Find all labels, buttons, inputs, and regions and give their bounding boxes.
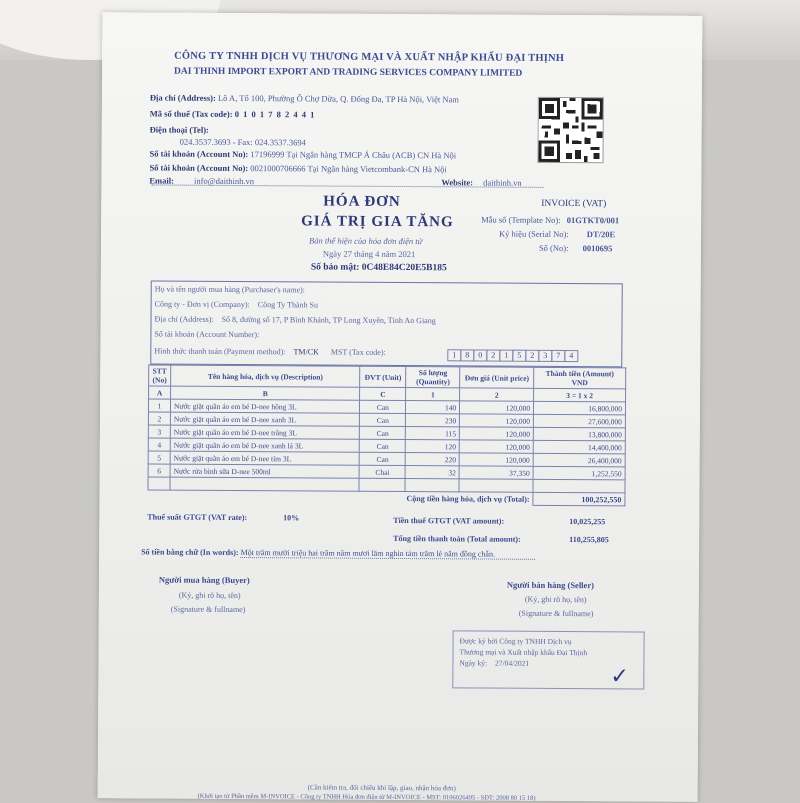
payment-label: Hình thức thanh toán (Payment method): bbox=[154, 346, 286, 357]
company-account-2 bbox=[149, 162, 446, 174]
header-description: Tên hàng hóa, dịch vụ (Description) bbox=[171, 365, 361, 387]
cell-quantity: 120 bbox=[406, 440, 460, 453]
subtotal-value: 100,252,550 bbox=[533, 492, 625, 506]
total-amount-value: 110,255,805 bbox=[569, 535, 609, 545]
tax-digit: 1 bbox=[447, 349, 461, 361]
company-name-en: DAI THINH IMPORT EXPORT AND TRADING SERVICES COMPANY LIMITED bbox=[174, 66, 523, 79]
cell-no: 3 bbox=[148, 425, 170, 438]
company-tax bbox=[150, 108, 316, 119]
cell-unit: Can bbox=[360, 426, 406, 439]
tax-digit: 0 bbox=[473, 349, 487, 361]
qr-code-icon bbox=[537, 97, 603, 163]
cell-quantity: 140 bbox=[406, 401, 460, 414]
cell-unit-price: 120,000 bbox=[460, 414, 534, 427]
buyer-company-label: Công ty - Đơn vị (Company): bbox=[154, 299, 250, 310]
items-table bbox=[147, 364, 626, 506]
table-header bbox=[149, 365, 626, 389]
cell-unit: Can bbox=[360, 413, 406, 426]
serial-label: Ký hiệu (Serial No): bbox=[499, 228, 569, 240]
security-code-label: Số bảo mật: bbox=[310, 262, 360, 273]
cell-amount: 26,400,000 bbox=[533, 453, 625, 467]
cell-amount: 13,800,000 bbox=[533, 427, 625, 441]
cell-amount: 1,252,550 bbox=[533, 466, 625, 480]
seller-signature-sub: (Ký, ghi rõ họ, tên) bbox=[524, 594, 587, 605]
buyer-signature-title: Người mua hàng (Buyer) bbox=[158, 574, 250, 586]
cell-no: 2 bbox=[148, 412, 170, 425]
phone-label: Điện thoại (Tel): bbox=[149, 124, 209, 135]
subtotal-row bbox=[148, 490, 625, 506]
account2-value: 0021000706666 Tại Ngân hàng Vietcombank-CN Hà Nội bbox=[250, 163, 447, 175]
tax-digit: 1 bbox=[499, 350, 513, 362]
cell-quantity: 230 bbox=[406, 414, 460, 427]
tax-code-value: 0 1 0 1 7 8 2 4 4 1 bbox=[234, 108, 316, 120]
website-value: daithinh.vn bbox=[483, 177, 522, 188]
cell-description: Nước rửa bình sữa D-nee 500ml bbox=[170, 464, 360, 478]
buyer-address bbox=[155, 314, 436, 325]
footer-note: (Cần kiểm tra, đối chiếu khi lập, giao, nhận hóa đơn) bbox=[307, 783, 456, 793]
cell-unit-price: 37,350 bbox=[459, 466, 533, 479]
number-row bbox=[539, 243, 612, 253]
cell-unit: Chai bbox=[360, 465, 406, 478]
cell-amount: 14,400,000 bbox=[533, 440, 625, 454]
website-label: Website: bbox=[441, 177, 474, 188]
serial-row bbox=[499, 229, 615, 240]
cell-no: 5 bbox=[148, 451, 170, 464]
cell-description: Nước giặt quần áo em bé D-nee tím 3L bbox=[170, 451, 360, 465]
buyer-tax-code bbox=[448, 349, 578, 362]
security-code-value: 0C48E84C20E5B185 bbox=[361, 262, 447, 274]
cell-quantity: 32 bbox=[405, 466, 459, 479]
security-code bbox=[311, 262, 447, 273]
vat-amount-label: Tiền thuế GTGT (VAT amount): bbox=[393, 515, 505, 526]
tax-digit: 2 bbox=[525, 350, 539, 362]
total-amount-label: Tổng tiền thanh toán (Total amount): bbox=[393, 533, 521, 544]
cell-description: Nước giặt quần áo em bé D-nee xanh lá 3L bbox=[170, 438, 360, 452]
buyer-tax-label: MST (Tax code): bbox=[330, 347, 386, 357]
buyer-address-value: Số 8, đường số 17, P Bình Khánh, TP Long Xuyên, Tỉnh An Giang bbox=[221, 314, 436, 326]
company-account-1 bbox=[150, 148, 457, 160]
letter-cell: C bbox=[360, 387, 406, 400]
buyer-signature-sub: (Ký, ghi rõ họ, tên) bbox=[178, 590, 241, 601]
cell-amount: 16,800,000 bbox=[534, 401, 626, 415]
cell-no: 6 bbox=[148, 464, 170, 477]
cell-unit: Can bbox=[360, 452, 406, 465]
header-no: STT (No) bbox=[149, 365, 171, 386]
invoice-en: INVOICE (VAT) bbox=[541, 198, 607, 210]
account1-label: Số tài khoản (Account No): bbox=[149, 148, 249, 160]
tax-digit: 5 bbox=[512, 350, 526, 362]
header-amount: Thành tiền (Amount) VND bbox=[534, 367, 626, 389]
email-label: Email: bbox=[149, 175, 174, 186]
address-label: Địa chỉ (Address): bbox=[149, 92, 216, 103]
cell-unit-price: 120,000 bbox=[460, 401, 534, 414]
cell-unit-price: 120,000 bbox=[460, 440, 534, 453]
buyer-company bbox=[155, 299, 318, 309]
cell-unit-price: 120,000 bbox=[460, 427, 534, 440]
cell-unit-price: 120,000 bbox=[459, 453, 533, 466]
account1-value: 17196999 Tại Ngân hàng TMCP Á Châu (ACB) CN Hà Nội bbox=[250, 149, 457, 161]
company-phone bbox=[150, 124, 209, 134]
template-row bbox=[481, 214, 619, 225]
letter-cell: 3 = 1 x 2 bbox=[534, 388, 626, 402]
words-label: Số tiền bằng chữ (In words): bbox=[141, 547, 239, 558]
buyer-account: Số tài khoản (Account Number): bbox=[154, 329, 260, 340]
letter-cell: A bbox=[149, 386, 171, 399]
stamp-line-1: Được ký bởi Công ty TNHH Dịch vụ bbox=[459, 636, 572, 647]
email-value: info@daithinh.vn bbox=[194, 175, 255, 187]
address-value: Lô A, Tổ 100, Phường Ô Chợ Dừa, Q. Đống Đa, TP Hà Nội, Việt Nam bbox=[217, 92, 459, 105]
stamp-date-value: 27/04/2021 bbox=[495, 658, 530, 668]
template-label: Mẫu số (Template No): bbox=[481, 214, 561, 225]
payment-method bbox=[154, 346, 385, 356]
invoice-date: Ngày 27 tháng 4 năm 2021 bbox=[322, 248, 416, 260]
tax-digit: 7 bbox=[551, 350, 565, 362]
header-unit: ĐVT (Unit) bbox=[360, 366, 406, 387]
tax-digit: 4 bbox=[564, 350, 578, 362]
cell-unit: Can bbox=[360, 439, 406, 452]
cell-quantity: 220 bbox=[406, 453, 460, 466]
invoice-paper bbox=[98, 12, 703, 802]
subtotal-label: Cộng tiền hàng hóa, dịch vụ (Total): bbox=[148, 490, 533, 505]
stamp-line-2: Thương mại và Xuất nhập khẩu Đại Thịnh bbox=[459, 647, 588, 658]
company-name-vn: CÔNG TY TNHH DỊCH VỤ THƯƠNG MẠI VÀ XUẤT NHẬP KHẨU ĐẠI THỊNH bbox=[174, 50, 565, 64]
tax-label: Mã số thuế (Tax code): bbox=[149, 108, 233, 119]
vat-rate bbox=[147, 512, 299, 522]
buyer-signature-en: (Signature & fullname) bbox=[170, 604, 246, 615]
vat-amount-value: 10,025,255 bbox=[569, 517, 606, 527]
tax-digit: 3 bbox=[538, 350, 552, 362]
words-value: Một trăm mười triệu hai trăm năm mươi lăm nghìn tám trăm lẻ năm đồng chẵn. bbox=[241, 548, 535, 560]
tax-digit: 8 bbox=[460, 349, 474, 361]
amount-in-words bbox=[141, 547, 535, 558]
cell-unit: Can bbox=[360, 400, 406, 413]
buyer-company-value: Công Ty Thành Su bbox=[257, 300, 319, 310]
cell-quantity: 115 bbox=[406, 427, 460, 440]
buyer-address-label: Địa chỉ (Address): bbox=[154, 314, 214, 324]
header-unit-price: Đơn giá (Unit price) bbox=[460, 367, 534, 388]
vat-rate-value: 10% bbox=[283, 513, 300, 523]
template-value: 01GTKT0/001 bbox=[566, 215, 620, 226]
tax-digit: 2 bbox=[486, 350, 500, 362]
purchaser-name: Họ và tên người mua hàng (Purchaser's name): bbox=[154, 284, 305, 295]
header-quantity: Số lượng (Quantity) bbox=[406, 367, 460, 388]
seller-signature-en: (Signature & fullname) bbox=[518, 608, 594, 619]
footer-software: (Khởi tạo từ Phần mềm M-INVOICE - Công ty TNHH Hóa đơn điện tử M-INVOICE - MST: 0106026495 - SĐT: 2008 80 15 18) bbox=[197, 792, 536, 802]
stamp-date-label: Ngày ký: bbox=[459, 658, 488, 668]
account2-label: Số tài khoản (Account No): bbox=[149, 162, 249, 174]
seller-signature-title: Người bán hàng (Seller) bbox=[506, 579, 594, 591]
checkmark-icon: ✓ bbox=[610, 663, 629, 689]
invoice-title: HÓA ĐƠN bbox=[323, 193, 401, 211]
cell-no: 4 bbox=[148, 438, 170, 451]
serial-value: DT/20E bbox=[586, 229, 616, 240]
vat-rate-label: Thuế suất GTGT (VAT rate): bbox=[147, 512, 248, 523]
letter-cell: 1 bbox=[406, 388, 460, 401]
cell-no: 1 bbox=[148, 399, 170, 412]
cell-description: Nước giặt quần áo em bé D-nee hồng 3L bbox=[170, 399, 360, 413]
invoice-title-2: GIÁ TRỊ GIA TĂNG bbox=[301, 213, 454, 231]
invoice-subtitle: Bản thể hiện của hóa đơn điện tử bbox=[308, 235, 423, 247]
payment-value: TM/CK bbox=[293, 347, 319, 357]
number-value: 0010695 bbox=[582, 243, 613, 254]
letter-cell: B bbox=[171, 386, 361, 400]
number-label: Số (No): bbox=[538, 242, 569, 254]
cell-description: Nước giặt quần áo em bé D-nee xanh 3L bbox=[170, 412, 360, 426]
company-phone-value: 024.3537.3693 - Fax: 024.3537.3694 bbox=[179, 136, 306, 148]
cell-description: Nước giặt quần áo em bé D-nee trắng 3L bbox=[170, 425, 360, 439]
company-address bbox=[150, 92, 459, 104]
letter-cell: 2 bbox=[460, 388, 534, 401]
cell-amount: 27,600,000 bbox=[534, 414, 626, 428]
